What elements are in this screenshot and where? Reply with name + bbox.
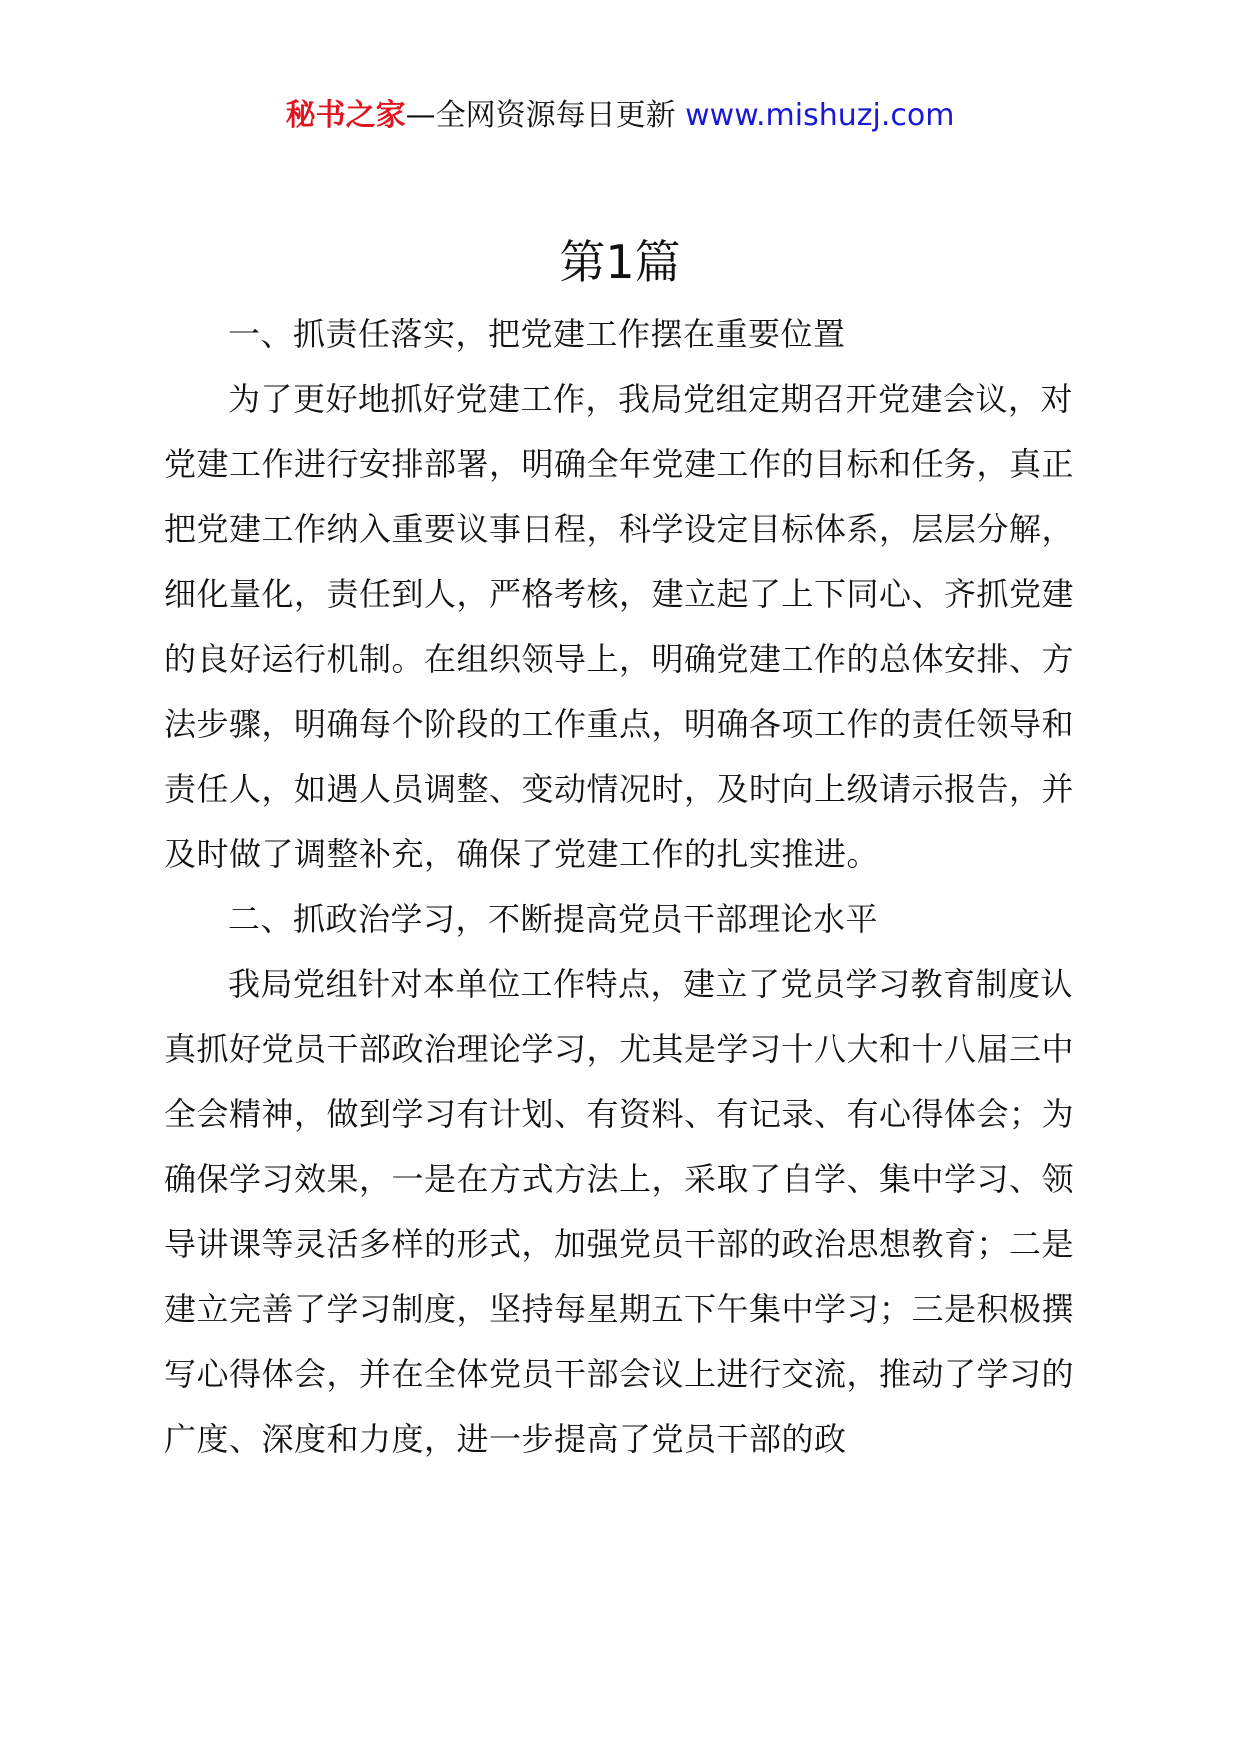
site-tagline: —全网资源每日更新 [405, 98, 686, 133]
body-paragraph-2: 我局党组针对本单位工作特点，建立了党员学习教育制度认真抓好党员干部政治理论学习，尤其是学习十八大和十八届三中全会精神，做到学习有计划、有资料、有记录、有心得体会；为确保学习效果，一是在方式方法上，采取了自学、集中学习、领导讲课等灵活多样的形式，加强党员干部的政治思想教育；二是建立完善了学习制度，坚持每星期五下午集中学习；三是积极撰写心得体会，并在全体党员干部会议上进行交流，推动了学习的广度、深度和力度，进一步提高了党员干部的政 [164, 965, 1075, 1458]
site-url-link[interactable]: www.mishuzj.com [685, 98, 955, 133]
document-body [164, 302, 1076, 1472]
section-heading-2: 二、抓政治学习，不断提高党员干部理论水平 [228, 900, 879, 938]
site-brand: 秘书之家 [285, 98, 406, 133]
document-title: 第1篇 [559, 235, 681, 289]
section-heading-1: 一、抓责任落实，把党建工作摆在重要位置 [228, 315, 846, 353]
site-header [0, 96, 1240, 136]
body-paragraph-1: 为了更好地抓好党建工作，我局党组定期召开党建会议，对党建工作进行安排部署，明确全年党建工作的目标和任务，真正把党建工作纳入重要议事日程，科学设定目标体系，层层分解，细化量化，责任到人，严格考核，建立起了上下同心、齐抓党建的良好运行机制。在组织领导上，明确党建工作的总体安排、方法步骤，明确每个阶段的工作重点，明确各项工作的责任领导和责任人，如遇人员调整、变动情况时，及时向上级请示报告，并及时做了调整补充，确保了党建工作的扎实推进。 [164, 380, 1075, 873]
